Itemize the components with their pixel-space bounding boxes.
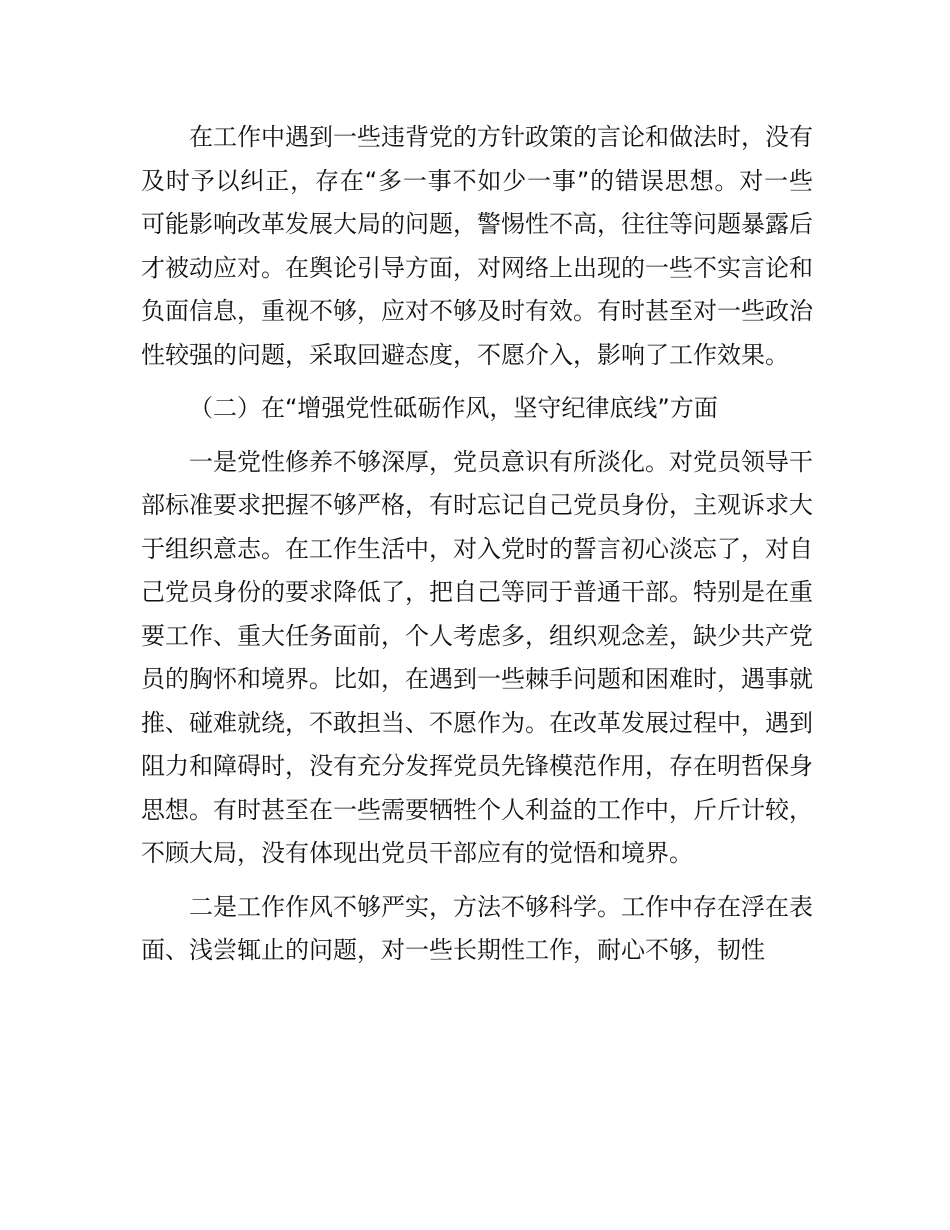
document-body	[141, 116, 813, 973]
body-paragraph-3: 二是工作作风不够严实，方法不够科学。工作中存在浮在表面、浅尝辄止的问题，对一些长期性工作，耐心不够，韧性	[141, 892, 813, 964]
section-heading: （二）在“增强党性砥砺作风，坚守纪律底线”方面	[189, 394, 718, 422]
paragraph-spacer	[141, 876, 813, 886]
paragraph-spacer	[141, 377, 813, 387]
body-paragraph-1: 在工作中遇到一些违背党的方针政策的言论和做法时，没有及时予以纠正，存在“多一事不如少一事”的错误思想。对一些可能影响改革发展大局的问题，警惕性不高，往往等问题暴露后才被动应对。在舆论引导方面，对网络上出现的一些不实言论和负面信息，重视不够，应对不够及时有效。有时甚至对一些政治性较强的问题，采取回避态度，不愿介入，影响了工作效果。	[141, 123, 813, 369]
body-paragraph-2: 一是党性修养不够深厚，党员意识有所淡化。对党员领导干部标准要求把握不够严格，有时忘记自己党员身份，主观诉求大于组织意志。在工作生活中，对入党时的誓言初心淡忘了，对自己党员身份的要求降低了，把自己等同于普通干部。特别是在重要工作、重大任务面前，个人考虑多，组织观念差，缺少共产党员的胸怀和境界。比如，在遇到一些棘手问题和困难时，遇事就推、碰难就绕，不敢担当、不愿作为。在改革发展过程中，遇到阻力和障碍时，没有充分发挥党员先锋模范作用，存在明哲保身思想。有时甚至在一些需要牺牲个人利益的工作中，斤斤计较，不顾大局，没有体现出党员干部应有的觉悟和境界。	[141, 447, 813, 867]
paragraph-spacer	[141, 431, 813, 441]
